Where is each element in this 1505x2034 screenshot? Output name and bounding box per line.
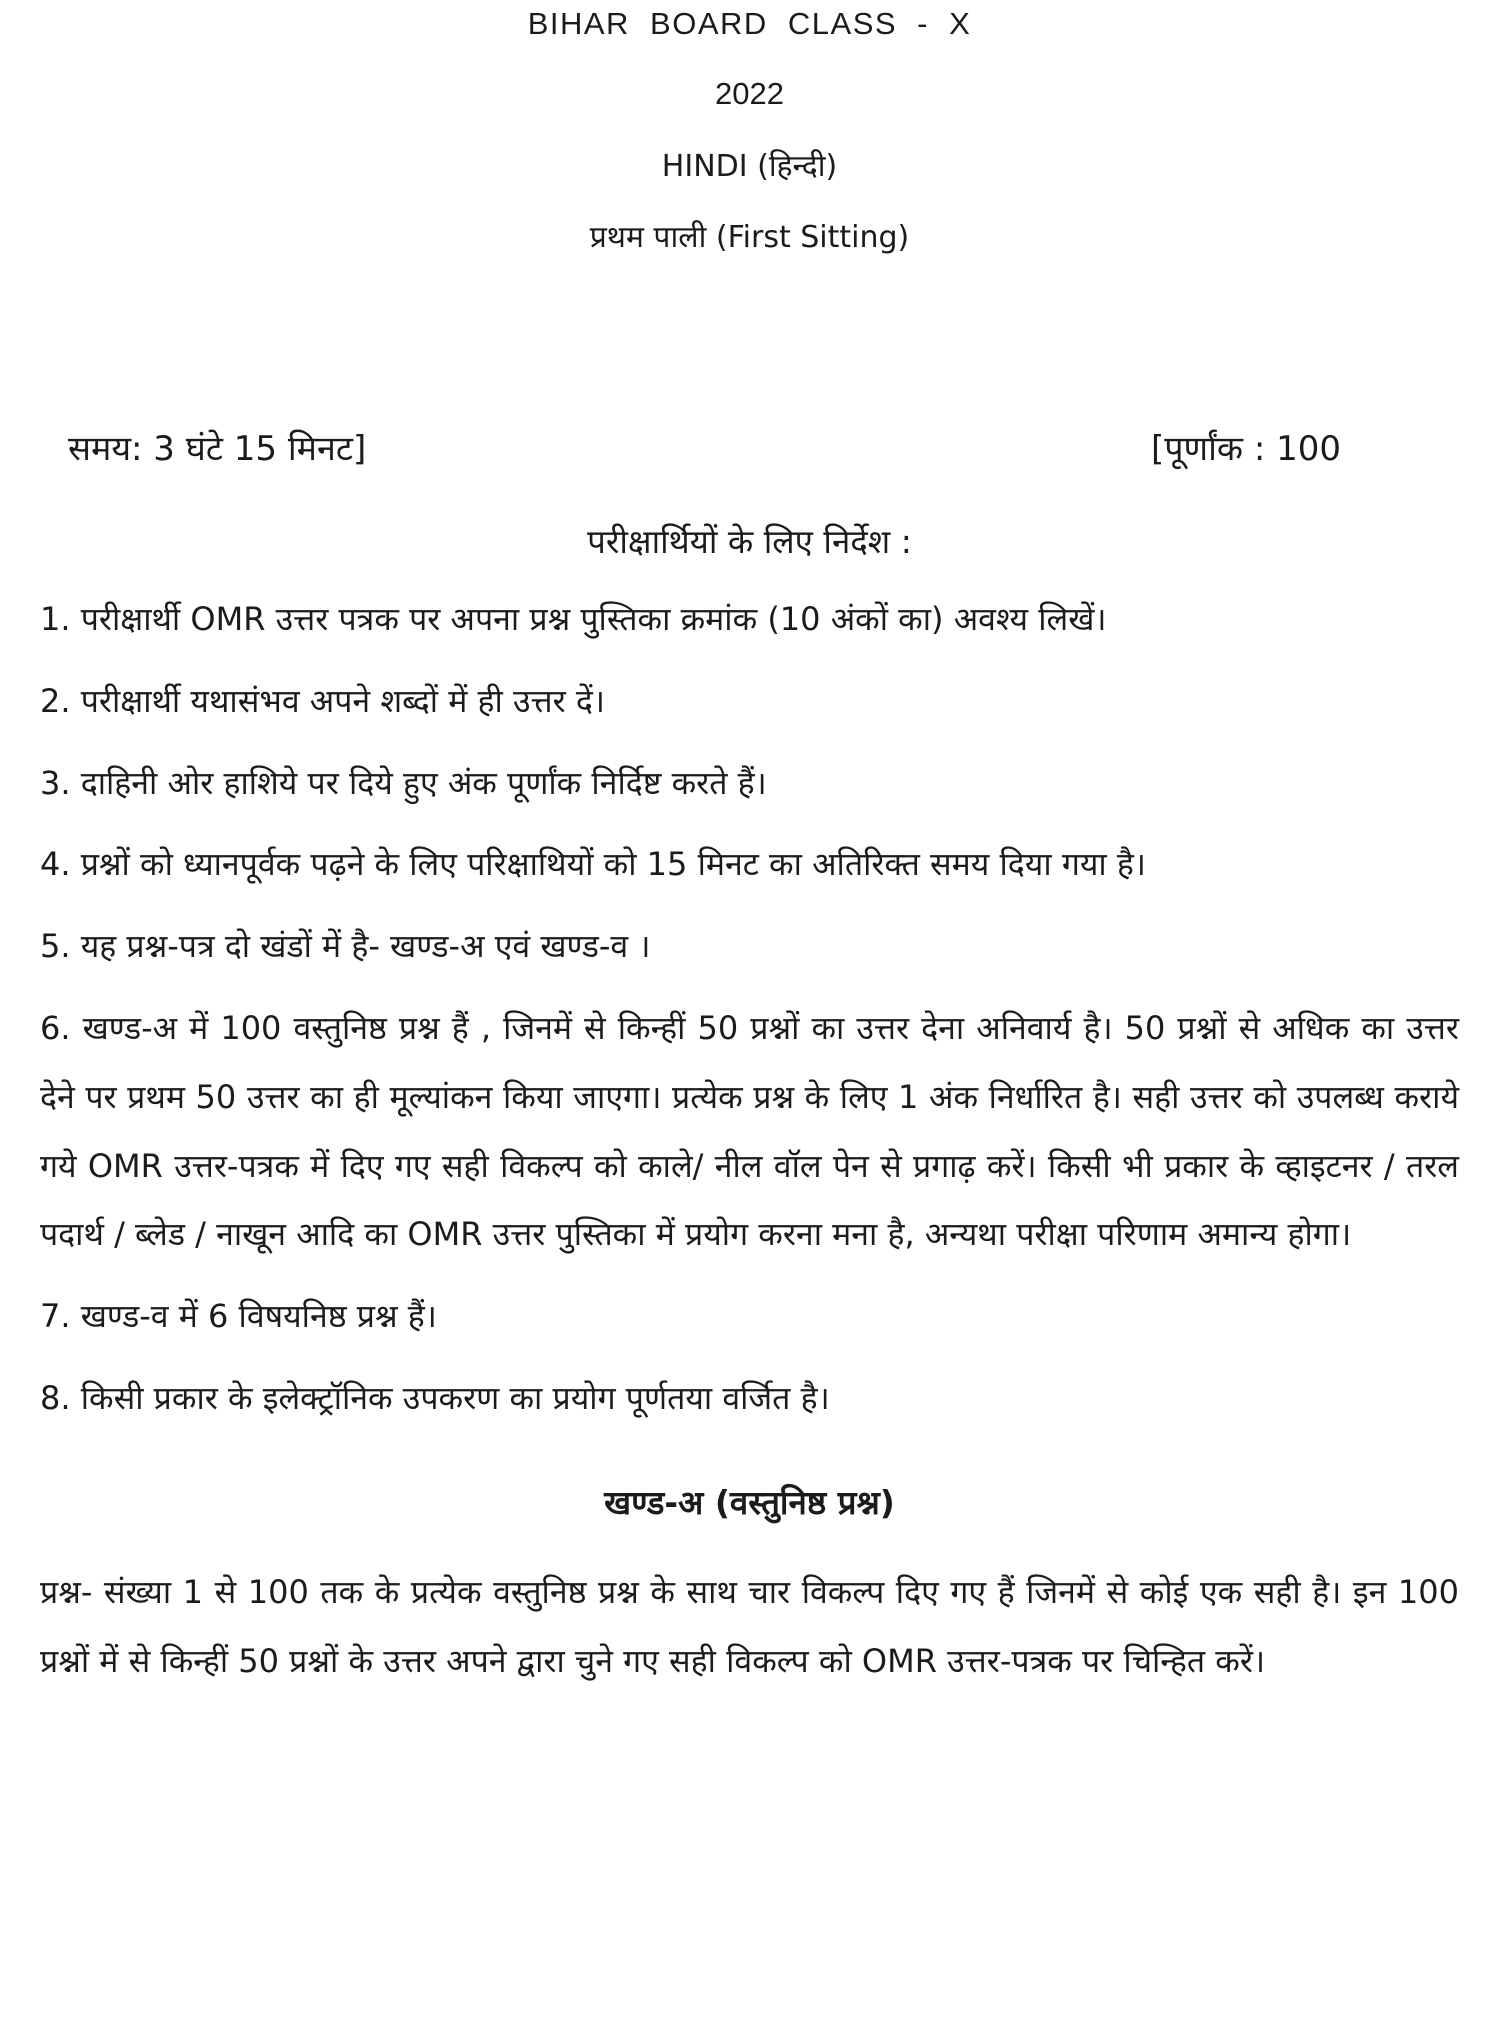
board-title: BIHAR BOARD CLASS - X — [527, 6, 972, 41]
instructions-list — [40, 585, 1459, 1433]
exam-sitting: प्रथम पाली (First Sitting) — [589, 220, 910, 255]
instruction-item-6: 6. खण्ड-अ में 100 वस्तुनिष्ठ प्रश्न हैं , जिनमें से किन्हीं 50 प्रश्नों का उत्तर देना अनिवार्य है। 50 प्रश्नों से अधिक का उत्तर देने पर प्रथम 50 उत्तर का ही मूल्यांकन किया जाएगा। प्रत्येक प्रश्न के लिए 1 अंक निर्धारित है। सही उत्तर को उपलब्ध कराये गये OMR उत्तर-पत्रक में दिए गए सही विकल्प को काले/ नील वॉल पेन से प्रगाढ़ करें। किसी भी प्रकार के व्हाइटनर / तरल पदार्थ / ब्लेड / नाखून आदि का OMR उत्तर पुस्तिका में प्रयोग करना मना है, अन्यथा परीक्षा परिणाम अमान्य होगा। — [40, 1008, 1459, 1254]
exam-year: 2022 — [715, 76, 784, 111]
time-allowed: समय: 3 घंटे 15 मिनट] — [68, 429, 367, 469]
instruction-item-1: 1. परीक्षार्थी OMR उत्तर पत्रक पर अपना प्रश्न पुस्तिका क्रमांक (10 अंकों का) अवश्य लिखें। — [40, 600, 1107, 638]
full-marks: [पूर्णांक : 100 — [1150, 429, 1341, 469]
instruction-item-5: 5. यह प्रश्न-पत्र दो खंडों में है- खण्ड-अ एवं खण्ड-व । — [40, 927, 651, 966]
instruction-item-2: 2. परीक्षार्थी यथासंभव अपने शब्दों में ही उत्तर दें। — [40, 681, 605, 720]
exam-subject: HINDI (हिन्दी) — [661, 149, 838, 184]
instruction-item-7: 7. खण्ड-व में 6 विषयनिष्ठ प्रश्न हैं। — [40, 1297, 437, 1336]
document-header — [40, 6, 1459, 256]
time-and-marks-row — [40, 424, 1459, 470]
instructions-heading: परीक्षार्थियों के लिए निर्देश : — [587, 522, 912, 561]
instruction-item-3: 3. दाहिनी ओर हाशिये पर दिये हुए अंक पूर्णांक निर्दिष्ट करते हैं। — [40, 763, 767, 802]
section-a-heading: खण्ड-अ (वस्तुनिष्ठ प्रश्न) — [604, 1482, 895, 1522]
instruction-item-4: 4. प्रश्नों को ध्यानपूर्वक पढ़ने के लिए परिक्षाथियों को 15 मिनट का अतिरिक्त समय दिया गया है। — [40, 845, 1146, 884]
instruction-item-8: 8. किसी प्रकार के इलेक्ट्रॉनिक उपकरण का प्रयोग पूर्णतया वर्जित है। — [40, 1378, 830, 1417]
section-a-intro: प्रश्न- संख्या 1 से 100 तक के प्रत्येक वस्तुनिष्ठ प्रश्न के साथ चार विकल्प दिए गए हैं जिनमें से कोई एक सही है। इन 100 प्रश्नों में से किन्हीं 50 प्रश्नों के उत्तर अपने द्वारा चुने गए सही विकल्प को OMR उत्तर-पत्रक पर चिन्हित करें। — [40, 1572, 1459, 1680]
